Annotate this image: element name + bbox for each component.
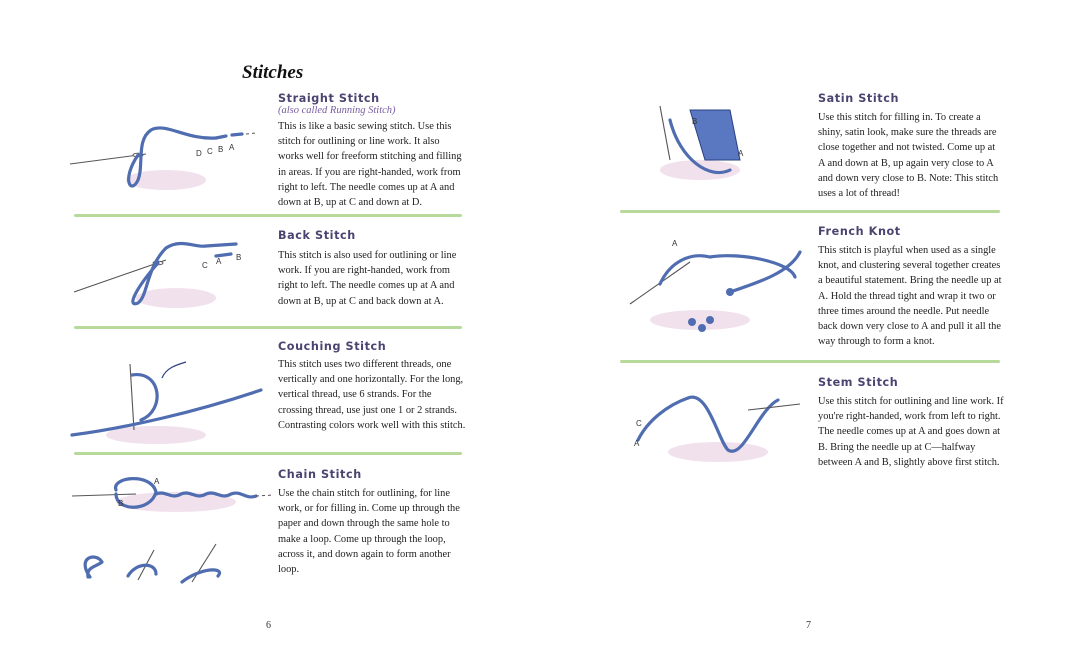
satin-stitch-body: Use this stitch for filling in. To create a shiny, satin look, make sure the threads are close together and not twisted. Come up at A and down at B, up again very close to A and down very close to B. Note: This stitch uses a lot of thread! xyxy=(818,112,999,200)
chain-label-a: A xyxy=(154,477,160,486)
straight-label-c: C xyxy=(207,147,213,156)
straight-label-a: A xyxy=(229,143,235,152)
stem-stitch-title: Stem Stitch xyxy=(818,376,899,389)
straight-stitch-subtitle: (also called Running Stitch) xyxy=(278,105,396,116)
chain-label-b: B xyxy=(118,499,124,508)
french-label-a: A xyxy=(672,239,678,248)
page-title: Stitches xyxy=(242,62,304,83)
back-stitch-title: Back Stitch xyxy=(278,229,356,242)
couching-stitch-title: Couching Stitch xyxy=(278,340,387,353)
straight-stitch-body: This is like a basic sewing stitch. Use this stitch for outlining or line work. It also works well for freeform stitching and filling in areas. If you are right-handed, work from right to left. The needle comes up at A and down at B, up at C and down at D. xyxy=(278,121,462,209)
back-label-a: A xyxy=(216,257,222,266)
back-stitch-illustration xyxy=(66,228,266,318)
satin-stitch-illustration xyxy=(630,100,760,190)
stem-stitch-body: Use this stitch for outlining and line work. If you're right-handed, work from left to right. The needle comes up at A and goes down at B. Bring the needle up at C—halfway between A and B, slightly above first stitch. xyxy=(818,396,1004,468)
french-knot-illustration xyxy=(620,232,810,342)
chain-stitch-body: Use the chain stitch for outlining, for line work, or for filling in. Come up through the paper and down through the same hole to make a loop. Come up through the loop, across it, and down again to form another loop. xyxy=(278,488,460,576)
french-knot-title: French Knot xyxy=(818,225,901,238)
back-label-b: B xyxy=(236,253,242,262)
couching-stitch-illustration xyxy=(66,350,266,450)
back-stitch-body: This stitch is also used for outlining or line work. If you are right-handed, work from right to left. The needle comes up at A and down at B, up at C and back down at A. xyxy=(278,250,457,307)
chain-stitch-title: Chain Stitch xyxy=(278,468,362,481)
back-label-c: C xyxy=(202,261,208,270)
divider xyxy=(620,210,1000,213)
divider xyxy=(74,452,462,455)
page-number-left: 6 xyxy=(266,620,271,631)
straight-label-d: D xyxy=(196,149,202,158)
french-knot-body: This stitch is playful when used as a single knot, and clustering several together creates a beautiful statement. Bring the needle up at A. Hold the thread tight and wrap it two or three times around the needle. Put needle back down very close to A and pull it all the way through to form a knot. xyxy=(818,245,1002,348)
satin-stitch-title: Satin Stitch xyxy=(818,92,900,105)
straight-label-b: B xyxy=(218,145,224,154)
stem-label-a: A xyxy=(634,439,640,448)
straight-stitch-title: Straight Stitch xyxy=(278,92,380,105)
chain-stitch-illustration xyxy=(66,472,276,592)
divider xyxy=(620,360,1000,363)
divider xyxy=(74,326,462,329)
satin-label-a: A xyxy=(738,149,744,158)
straight-stitch-illustration xyxy=(66,110,266,200)
page-number-right: 7 xyxy=(806,620,811,631)
couching-stitch-body: This stitch uses two different threads, one vertically and one horizontally. For the long, vertical thread, use 6 strands. For the crossing thread, use just one 1 or 2 strands. Contrasting colors work well with this stitch. xyxy=(278,359,466,431)
divider xyxy=(74,214,462,217)
satin-label-b: B xyxy=(692,117,698,126)
stem-stitch-illustration xyxy=(628,380,808,470)
stem-label-c: C xyxy=(636,419,642,428)
